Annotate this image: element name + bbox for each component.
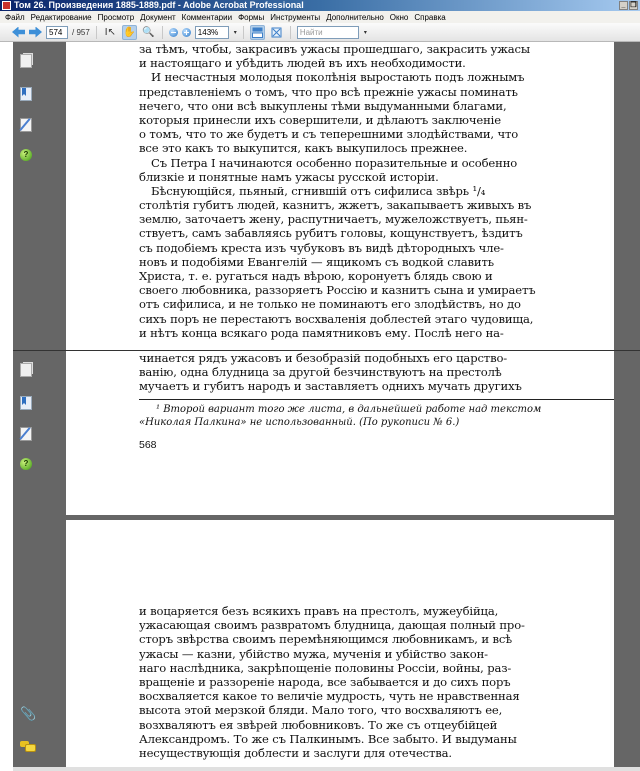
text-line: ужасающая своимъ развратомъ блудница, дающая полный про- [139,618,525,633]
text-line: высота этой мерзкой бляди. Мало того, что восхваляютъ ее, [139,703,503,718]
text-line: ствуетъ, самъ забавляясь рубитъ головы, кощунствуетъ, ѣздитъ [139,226,523,241]
next-page-button[interactable] [29,27,42,38]
help-icon[interactable]: ? [20,149,32,161]
text-line: близкіе и понятные намъ ужасы русской исторіи. [139,169,439,184]
fit-page-icon [271,27,282,38]
zoom-out-button[interactable] [169,28,178,37]
text-line: столѣтія губитъ людей, казнитъ, жжетъ, закапываетъ живыхъ въ [139,198,532,213]
page-total-label: / 957 [72,27,90,37]
footnote-rule [139,399,614,400]
text-line: возхваляютъ ея звѣрей любовниковъ. То же съ отцеубійцей [139,717,498,732]
text-line: сихъ поръ не перестаютъ восхваленія доблестей этаго чудовища, [139,311,534,326]
pdf-page-568-bottom-pane [66,351,614,515]
menu-file[interactable]: Файл [5,12,25,22]
menu-window[interactable]: Окно [389,12,409,22]
marquee-zoom-button[interactable]: 🔍 [142,26,155,38]
zoom-in-button[interactable] [182,28,191,37]
select-tool-button[interactable]: I↖ [104,26,116,38]
text-line: нечего, что они всѣ выкуплены тѣми выдуманными благами, [139,98,507,113]
attachments-icon[interactable]: 📎 [20,706,37,721]
text-line: ванію, одна блудница за другой безчинствуютъ на престолѣ [139,365,502,380]
pages-icon[interactable] [20,54,32,68]
restore-button[interactable]: ❐ [630,2,637,9]
fit-page-button[interactable] [269,25,284,40]
menu-edit[interactable]: Редактирование [30,12,92,22]
acrobat-app-icon [2,1,11,10]
text-line: сторъ звѣрства своимъ перемѣняющимся любовникамъ, и всѣ [139,632,513,647]
text-line: землю, заточаетъ жену, распутничаетъ, мужеложствуетъ, пьян- [139,212,528,227]
window-title-bar [0,0,640,11]
status-bar-edge [13,767,640,771]
text-line: несуществующія доблести и заслуги для отечества. [139,745,452,760]
text-line: которыя принесли ихъ совершители, и дѣлаютъ заключеніе [139,112,501,127]
comments-icon[interactable] [20,741,34,751]
text-line: чинается рядъ ужасовъ и безобразій подобныхъ его царство- [139,351,508,365]
toolbar-separator [290,26,291,39]
page-text-block [139,604,525,760]
menu-bar [0,11,640,23]
toolbar [0,23,640,42]
text-line: ужасы — казни, убійство мужа, мученія и убійство закон- [139,646,488,661]
text-line: вращеніе и раззореніе народа, все забывается и до сихъ поръ [139,674,511,689]
text-line: за тѣмъ, чтобы, закрасивъ ужасы прошедшаго, закрасить ужасы [139,42,530,56]
menu-tools[interactable]: Инструменты [270,12,321,22]
toolbar-separator [162,26,163,39]
page-text-block [139,351,522,394]
text-line: Христа, т. е. ругаться надъ вѣрою, коронуетъ блядь свою и [139,269,493,283]
text-line: Бѣснующійся, пьяный, сгнившій отъ сифилиса звѣрь ¹/₄ [151,183,486,198]
bookmarks-icon[interactable] [20,396,32,410]
window-controls [619,1,638,10]
text-line: о томъ, что то же будетъ и съ теперешними злодѣйствами, что [139,127,519,142]
signatures-icon[interactable] [20,427,32,441]
text-line: восхваляется какое то величіе мудрость, чуть не нравственная [139,689,520,704]
menu-comments[interactable]: Комментарии [181,12,233,22]
single-page-view-button[interactable] [250,25,265,40]
text-line: представленіемъ о томъ, что про всѣ прежніе ужасы поминать [139,84,518,99]
text-line: отъ сифилиса, и не только не поминаютъ его злодѣйствъ, но до [139,297,521,312]
text-line: все это какъ то выкупится, какъ выкупилось прежнее. [139,141,468,156]
page-text-block [139,42,536,340]
window-title: Том 26. Произведения 1885-1889.pdf - Adobe Acrobat Professional [14,0,304,10]
navigation-panel-bottom [13,351,66,767]
text-line: мучаетъ и губитъ народъ и заставляетъ однихъ мучать другихъ [139,379,522,394]
menu-document[interactable]: Документ [140,12,176,22]
page-number-input[interactable]: 574 [46,26,68,39]
signatures-icon[interactable] [20,118,32,132]
zoom-level-select[interactable]: 143% [195,26,229,39]
bookmarks-icon[interactable] [20,87,32,101]
toolbar-separator [96,26,97,39]
text-line: новъ и подобіями Евангелій — ящикомъ съ водкой славить [139,254,494,269]
hand-tool-button[interactable]: ✋ [123,26,136,38]
text-line: и нѣтъ конца всякаго рода памятниковъ ему. Послѣ него на- [139,325,504,340]
find-input[interactable]: Найти [297,26,359,39]
previous-page-button[interactable] [12,27,25,38]
text-line: своего любовника, раззоряетъ Россію и казнитъ сына и умираетъ [139,283,536,298]
page-layout-icon [252,27,263,38]
text-line: и воцаряется безъ всякихъ правъ на престолъ, мужеубійца, [139,604,499,618]
pages-icon[interactable] [20,363,32,377]
text-line: Александромъ. То же съ Палкинымъ. Все забыто. И выдуманы [139,731,517,746]
help-icon[interactable]: ? [20,458,32,470]
zoom-dropdown-arrow-icon[interactable]: ▾ [233,29,237,36]
footnote-line: «Николая Палкина» не использованный. (По рукописи № 6.) [139,417,460,428]
page-number: 568 [139,439,157,451]
text-line: наго наслѣдника, закрѣпощеніе половины Россіи, войны, раз- [139,660,512,675]
text-line: и настоящаго и убѣдить людей въ ихъ необходимости. [139,56,466,71]
footnote-line: ¹ Второй вариант того же листа, в дальнейшей работе над текстом [156,404,542,415]
minimize-button[interactable]: _ [619,1,628,10]
find-dropdown-arrow-icon[interactable]: ▾ [363,29,367,36]
pdf-page-569 [66,520,614,767]
menu-help[interactable]: Справка [414,12,446,22]
menu-view[interactable]: Просмотр [97,12,135,22]
footnote-text [139,403,542,429]
pdf-page-568-top-pane [66,42,614,350]
text-line: съ подобіемъ креста изъ чубуковъ въ видѣ дѣтородныхъ чле- [139,240,504,255]
text-line: И несчастныя молодыя поколѣнія выростають подъ ложнымъ [151,70,525,85]
menu-advanced[interactable]: Дополнительно [326,12,384,22]
toolbar-separator [243,26,244,39]
menu-forms[interactable]: Формы [238,12,265,22]
navigation-panel-top [13,42,66,350]
left-edge-strip [0,42,13,771]
text-line: Съ Петра I начинаются особенно поразительные и особенно [151,155,518,170]
